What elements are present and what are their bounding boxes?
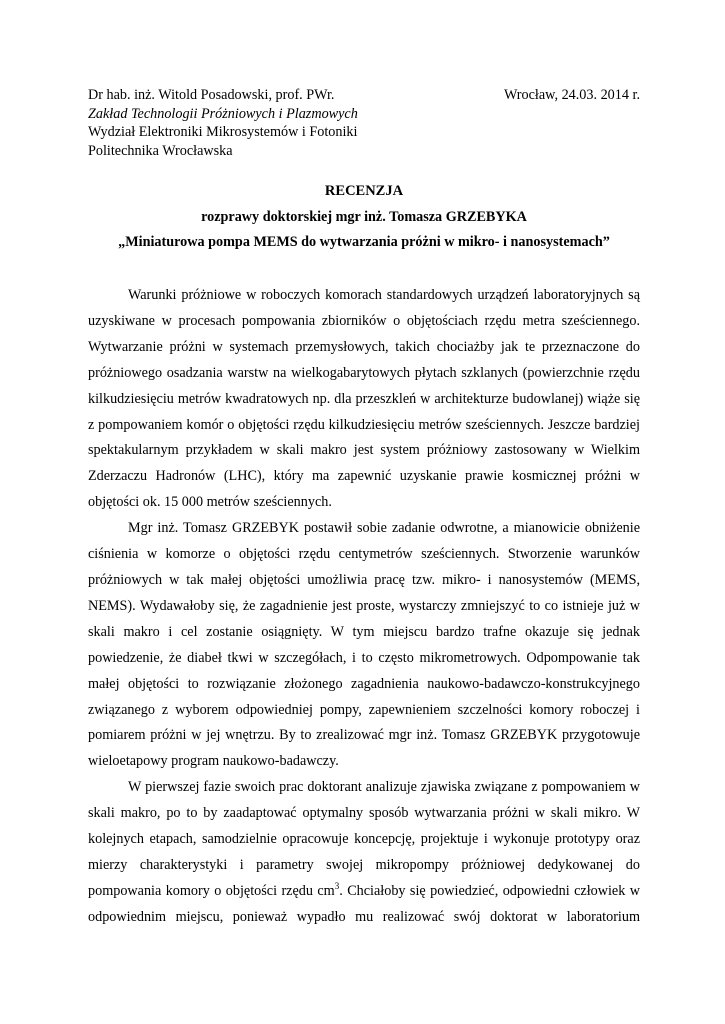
review-titles: [88, 179, 640, 256]
review-body: [88, 283, 640, 931]
author-name: Dr hab. inż. Witold Posadowski, prof. PWr.: [88, 87, 335, 103]
review-subheading: rozprawy doktorskiej mgr inż. Tomasza GRZEBYKA: [201, 208, 527, 225]
paragraph-3-text-after: . Chciałoby się powiedzieć, odpowiedni człowiek w odpowiednim miejscu, ponieważ wypadło mu realizować swój doktorat w laboratorium: [88, 882, 640, 925]
place-and-date: Wrocław, 24.03. 2014 r.: [503, 87, 640, 103]
paragraph-3: [88, 775, 640, 930]
university-name: Politechnika Wrocławska: [88, 142, 233, 159]
faculty-name: Wydział Elektroniki Mikrosystemów i Fotoniki: [88, 124, 358, 141]
review-heading: RECENZJA: [324, 183, 404, 199]
paragraph-1: Warunki próżniowe w roboczych komorach standardowych urządzeń laboratoryjnych są uzyskiwane w procesach pompowania zbiorników o objętościach rzędu metra sześciennego. Wytwarzanie próżni w systemach przemysłowych, takich chociażby jak te przeznaczone do próżniowego osadzania warstw na wielkogabarytowych płytach szklanych (powierzchnie rzędu kilkudziesięciu metrów kwadratowych np. dla przeszkleń w architekturze budowlanej) wiąże się z pompowaniem komór o objętości rzędu kilkudziesięciu metrów sześciennych. Jeszcze bardziej spektakularnym przykładem w skali makro jest system próżniowy zastosowany w Wielkim Zderzaczu Hadronów (LHC), który ma zapewnić uzyskanie prawie kosmicznej próżni w objętości ok. 15 000 metrów sześciennych.: [88, 287, 640, 511]
letter-header: [88, 86, 640, 160]
cubic-superscript: 3: [334, 880, 340, 891]
thesis-title: „Miniaturowa pompa MEMS do wytwarzania próżni w mikro- i nanosystemach”: [118, 234, 610, 250]
department-name: Zakład Technologii Próżniowych i Plazmowych: [88, 105, 358, 122]
paragraph-3-text-before: W pierwszej fazie swoich prac doktorant analizuje zjawiska związane z pompowaniem w skali makro, po to by zaadaptować optymalny sposób wytwarzania próżni w skali mikro. W kolejnych etapach, samodzielnie opracowuje koncepcję, projektuje i wykonuje prototypy oraz mierzy charakterystyki i parametry swojej mikropompy próżniowej dedykowanej do pompowania komory o objętości rzędu cm: [88, 779, 640, 899]
paragraph-2: Mgr inż. Tomasz GRZEBYK postawił sobie zadanie odwrotne, a mianowicie obniżenie ciśnienia w komorze o objętości rzędu centymetrów sześciennych. Stworzenie warunków próżniowych w tak małej objętości umożliwia pracę tzw. mikro- i nanosystemów (MEMS, NEMS). Wydawałoby się, że zagadnienie jest proste, wystarczy zmniejszyć to co istnieje już w skali makro i cel zostanie osiągnięty. W tym miejscu bardzo trafne okazuje się jednak powiedzenie, że diabeł tkwi w szczegółach, i to często mikrometrowych. Odpompowanie tak małej objętości to rozwiązanie złożonego zagadnienia naukowo-badawczo-konstrukcyjnego związanego z wyborem odpowiedniej pompy, zapewnieniem szczelności komory roboczej i pomiarem próżni w jej wnętrzu. By to zrealizować mgr inż. Tomasz GRZEBYK przygotowuje wieloetapowy program naukowo-badawczy.: [88, 520, 640, 770]
